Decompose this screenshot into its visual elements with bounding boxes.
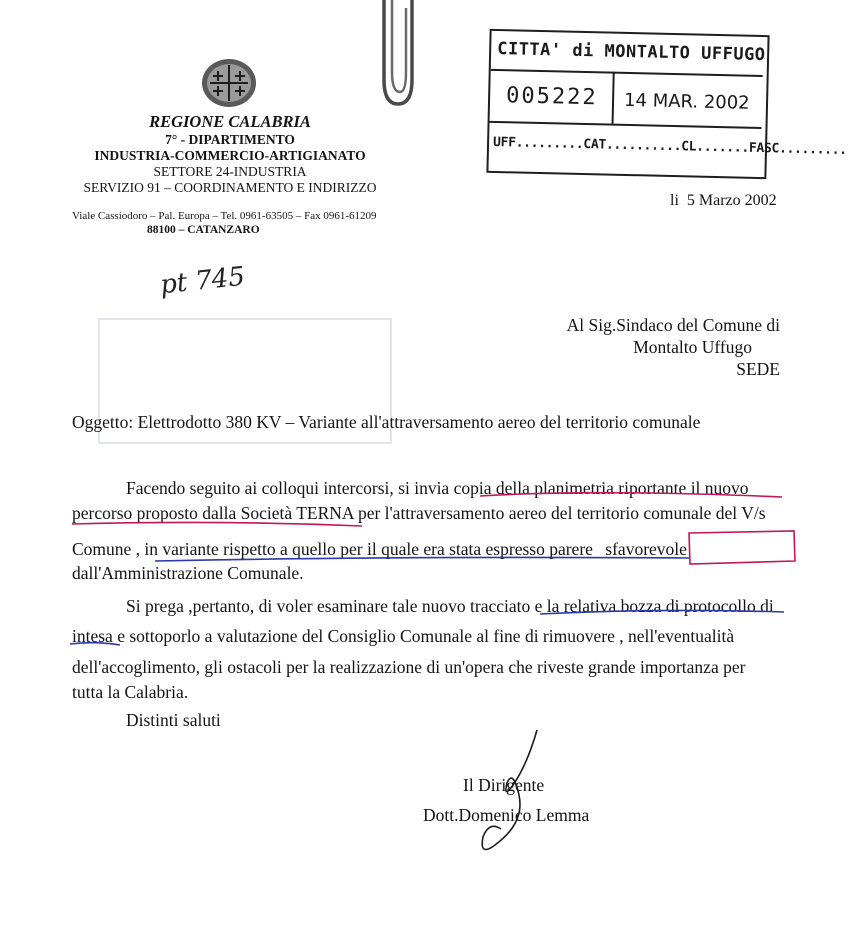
postal-code: 88100 – CATANZARO <box>147 224 260 236</box>
address: Viale Cassiodoro – Pal. Europa – Tel. 0961-63505 – Fax 0961-61209 <box>72 210 377 222</box>
department-name: INDUSTRIA-COMMERCIO-ARTIGIANATO <box>94 148 366 163</box>
handwritten-signature <box>455 725 555 860</box>
stamp-number: 005222 <box>505 83 598 111</box>
signature-name: Dott.Domenico Lemma <box>423 805 590 825</box>
department: 7° - DIPARTIMENTO <box>165 132 295 147</box>
stamp-office: CITTA' di MONTALTO UFFUGO <box>496 39 766 66</box>
letterhead <box>60 112 400 196</box>
recipient-line-2: Montalto Uffugo <box>633 337 752 357</box>
paragraph-2-line-2: intesa e sottoporlo a valutazione del Consiglio Comunale al fine di rimuovere , nell'eventualità <box>72 626 735 646</box>
paragraph-1-line-4: dall'Amministrazione Comunale. <box>72 563 304 583</box>
letter-date: li 5 Marzo 2002 <box>670 192 777 209</box>
recipient-block <box>560 314 780 380</box>
paper-clip-icon <box>372 0 422 110</box>
recipient-line-3: SEDE <box>736 359 780 379</box>
stamp-date: 14 MAR. 2002 <box>623 89 750 114</box>
service: SERVIZIO 91 – COORDINAMENTO E INDIRIZZO <box>83 180 377 195</box>
closing-salutation: Distinti saluti <box>126 710 221 730</box>
highlighted-word: sfavorevole <box>605 539 687 559</box>
paragraph-2-line-3: dell'accoglimento, gli ostacoli per la realizzazione di un'opera che riveste grande importanza per <box>72 657 746 677</box>
paragraph-1-line-1: Facendo seguito ai colloqui intercorsi, si invia copia della planimetria riportante il nuovo <box>126 478 749 498</box>
protocol-stamp <box>486 29 847 179</box>
paragraph-1-line-3: Comune , in variante rispetto a quello per il quale era stata espresso parere sfavorevole <box>72 539 687 559</box>
paragraph-1-line-2: percorso proposto dalla Società TERNA per l'attraversamento aereo del territorio comunale del V/s <box>72 503 766 523</box>
region-crest-icon <box>200 57 258 109</box>
sector: SETTORE 24-INDUSTRIA <box>153 164 307 179</box>
region-name: REGIONE CALABRIA <box>149 112 311 131</box>
handwritten-note: pt 745 <box>158 261 247 301</box>
subject-line: Oggetto: Elettrodotto 380 KV – Variante all'attraversamento aereo del territorio comunale <box>72 412 701 432</box>
paragraph-2-line-4: tutta la Calabria. <box>72 682 189 702</box>
stamp-classification: UFF.........CAT..........CL.......FASC......... <box>492 134 847 158</box>
signature-title: Il Dirigente <box>463 775 545 795</box>
paragraph-2-line-1: Si prega ,pertanto, di voler esaminare tale nuovo tracciato e la relativa bozza di protocollo di <box>126 596 774 616</box>
recipient-line-1: Al Sig.Sindaco del Comune di <box>566 315 780 335</box>
